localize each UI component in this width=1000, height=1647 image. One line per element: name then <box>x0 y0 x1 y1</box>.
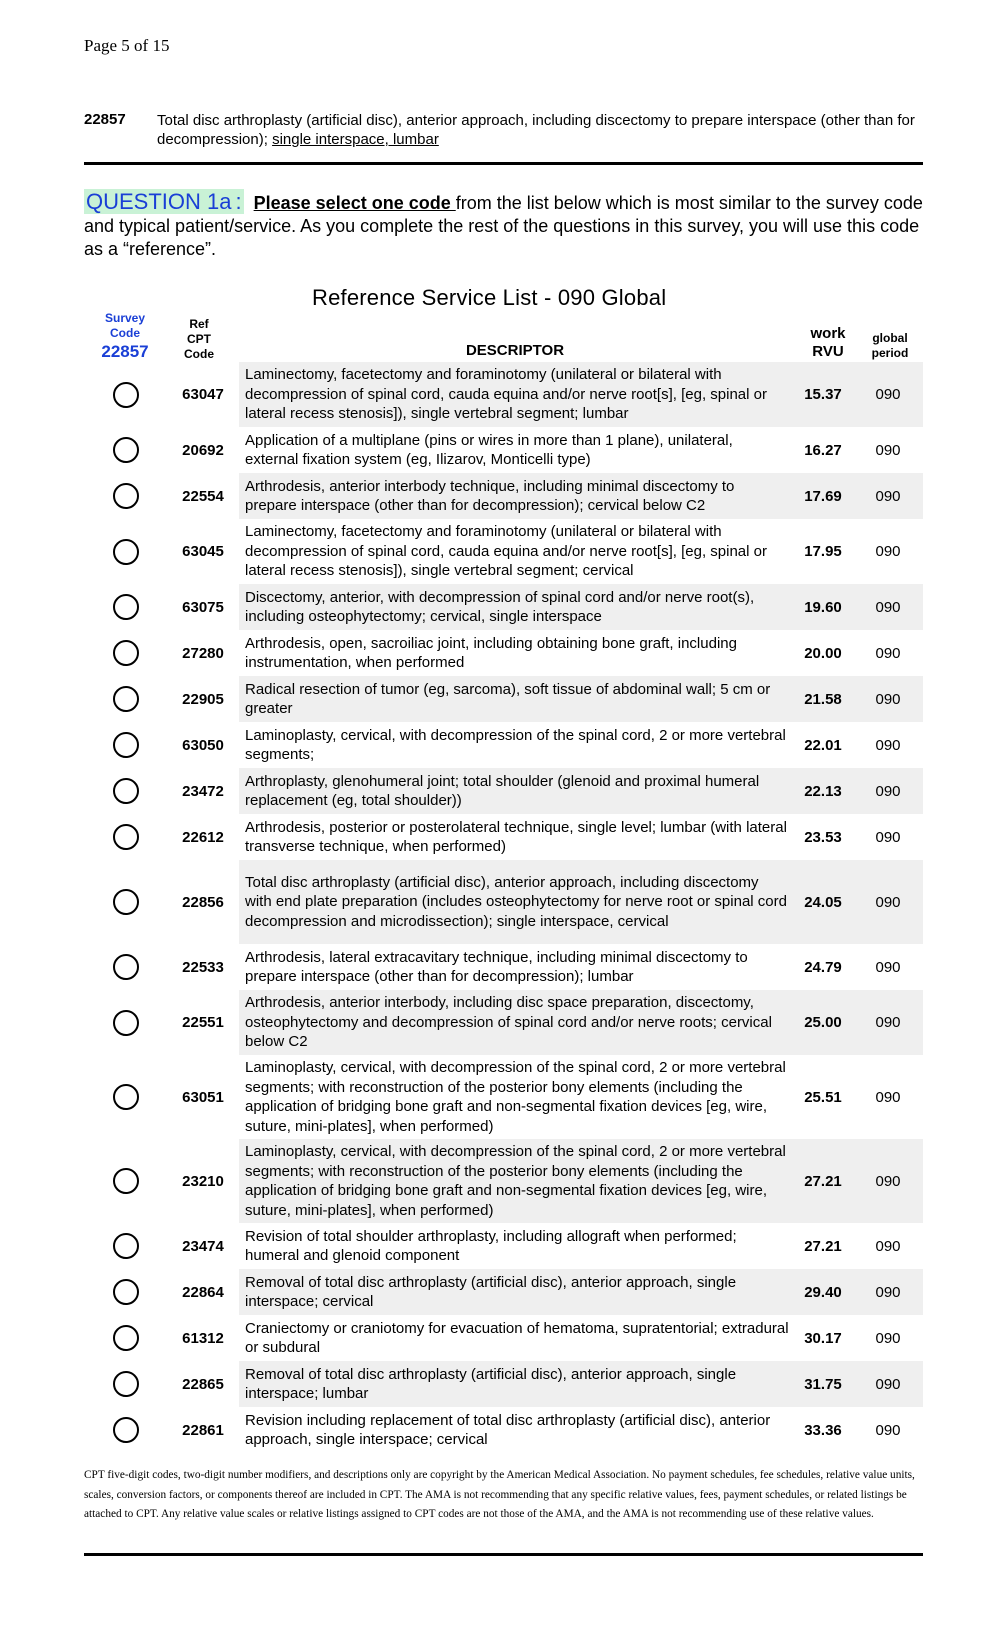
question-1a <box>84 190 934 261</box>
row-descriptor: Arthroplasty, glenohumeral joint; total shoulder (glenoid and proximal humeral replacement (eg, total shoulder)) <box>245 772 760 809</box>
global-period-value: 090 <box>875 1329 901 1347</box>
row-radio-cell <box>84 1233 167 1259</box>
work-rvu-value: 15.37 <box>804 386 842 403</box>
global-period-value: 090 <box>875 1421 901 1439</box>
table-row <box>84 860 923 944</box>
ref-cpt-code: 22856 <box>182 893 224 911</box>
header-ref-cpt-code <box>168 317 230 362</box>
header-work-line2: RVU <box>812 343 844 360</box>
work-rvu-value: 17.95 <box>804 543 842 560</box>
row-radio-cell <box>84 686 167 712</box>
header-survey-code <box>92 311 158 362</box>
row-radio-cell <box>84 640 167 666</box>
table-row <box>84 1139 923 1223</box>
ref-cpt-code: 22865 <box>182 1375 224 1393</box>
table-row <box>84 584 923 630</box>
work-rvu-value: 24.79 <box>804 958 842 976</box>
header-survey-line1: Survey <box>104 311 146 325</box>
global-period-value: 090 <box>875 598 901 616</box>
table-row <box>84 519 923 584</box>
table-row <box>84 944 923 990</box>
work-rvu-value: 25.51 <box>804 1088 842 1106</box>
survey-description-text: Total disc arthroplasty (artificial disc), anterior approach, including discectomy to prepare interspace (other than for decompression); <box>157 112 915 148</box>
global-period-value: 090 <box>875 828 901 846</box>
global-period-value: 090 <box>875 543 901 560</box>
row-radio-cell <box>84 594 167 620</box>
row-radio-cell <box>84 1010 167 1036</box>
select-code-radio[interactable] <box>113 1084 139 1110</box>
header-survey-code-value: 22857 <box>101 342 149 361</box>
select-code-radio[interactable] <box>113 1233 139 1259</box>
select-code-radio[interactable] <box>113 686 139 712</box>
ref-cpt-code: 63047 <box>182 386 224 403</box>
ref-cpt-code: 63051 <box>182 1088 224 1106</box>
table-row <box>84 362 923 427</box>
global-period-value: 090 <box>875 1088 901 1106</box>
row-descriptor: Laminectomy, facetectomy and foraminotomy (unilateral or bilateral with decompression of spinal cord, cauda equina and/or nerve root[s], [eg, spinal or lateral recess stenosis]), single vertebral segment; cervical <box>245 523 767 580</box>
select-code-radio[interactable] <box>113 1417 139 1443</box>
select-code-radio[interactable] <box>113 1010 139 1036</box>
select-code-radio[interactable] <box>113 539 139 565</box>
header-survey-line2: Code <box>110 326 140 340</box>
row-descriptor: Revision including replacement of total disc arthroplasty (artificial disc), anterior approach, single interspace; cervical <box>245 1411 771 1448</box>
global-period-value: 090 <box>875 1283 901 1301</box>
row-descriptor: Laminectomy, facetectomy and foraminotomy (unilateral or bilateral with decompression of spinal cord, cauda equina and/or nerve root[s], [eg, spinal or lateral recess stenosis]), single vertebral segment; lumbar <box>245 366 767 423</box>
ref-cpt-code: 27280 <box>182 644 224 662</box>
ref-cpt-code: 20692 <box>182 441 224 459</box>
ref-cpt-code: 23210 <box>182 1172 224 1190</box>
global-period-value: 090 <box>875 893 901 911</box>
select-code-radio[interactable] <box>113 824 139 850</box>
header-work-rvu <box>798 325 858 361</box>
row-radio-cell <box>84 824 167 850</box>
row-radio-cell <box>84 778 167 804</box>
ref-cpt-code: 22551 <box>182 1014 224 1031</box>
select-code-radio[interactable] <box>113 640 139 666</box>
work-rvu-value: 24.05 <box>804 893 842 911</box>
header-ref-line2: CPT <box>187 332 211 346</box>
header-global-line2: period <box>871 346 909 360</box>
row-descriptor: Laminoplasty, cervical, with decompression of the spinal cord, 2 or more vertebral segments; with reconstruction of the posterior bony elements (including the application of bridging bone graft and non-segmental fixation devices [eg, wire, suture, mini-plates], when performed) <box>245 1059 786 1135</box>
copyright-footnote: CPT five-digit codes, two-digit number modifiers, and descriptions only are copyright by the American Medical Association. No payment schedules, fee schedules, relative value units, scales, conversion factors, or components thereof are included in CPT. The AMA is not recommending that any specific relative values, fees, payment schedules, or related listings be attached to CPT. Any relative value scales or relative listings assigned to CPT codes are not those of the AMA, and the AMA is not recommending use of these relative values. <box>84 1469 915 1520</box>
select-code-radio[interactable] <box>113 1371 139 1397</box>
ref-cpt-code: 63045 <box>182 543 224 560</box>
table-row <box>84 630 923 676</box>
header-ref-line1: Ref <box>189 317 209 331</box>
work-rvu-value: 17.69 <box>804 487 842 505</box>
row-descriptor: Craniectomy or craniotomy for evacuation of hematoma, supratentorial; extradural or subdural <box>245 1319 789 1356</box>
survey-code-description <box>157 111 917 149</box>
page-number: Page 5 of 15 <box>84 36 170 55</box>
global-period-value: 090 <box>875 782 901 800</box>
table-row <box>84 427 923 473</box>
work-rvu-value: 31.75 <box>804 1375 842 1393</box>
table-row <box>84 1055 923 1139</box>
question-label: QUESTION 1a <box>86 189 232 214</box>
global-period-value: 090 <box>875 1014 901 1031</box>
table-row <box>84 1407 923 1453</box>
row-radio-cell <box>84 732 167 758</box>
select-code-radio[interactable] <box>113 1325 139 1351</box>
select-code-radio[interactable] <box>113 889 139 915</box>
header-global-period <box>860 331 920 361</box>
row-descriptor: Revision of total shoulder arthroplasty, including allograft when performed; humeral and glenoid component <box>245 1227 737 1264</box>
row-radio-cell <box>84 483 167 509</box>
select-code-radio[interactable] <box>113 954 139 980</box>
row-radio-cell <box>84 1325 167 1351</box>
ref-cpt-code: 63075 <box>182 598 224 616</box>
ref-cpt-code: 61312 <box>182 1329 224 1347</box>
work-rvu-value: 29.40 <box>804 1283 842 1301</box>
table-row <box>84 1269 923 1315</box>
table-row <box>84 1315 923 1361</box>
ref-cpt-code: 22554 <box>182 487 224 505</box>
row-descriptor: Arthrodesis, open, sacroiliac joint, including obtaining bone graft, including instrumentation, when performed <box>245 634 737 671</box>
row-radio-cell <box>84 1084 167 1110</box>
row-radio-cell <box>84 539 167 565</box>
global-period-value: 090 <box>875 1237 901 1255</box>
row-descriptor: Removal of total disc arthroplasty (artificial disc), anterior approach, single interspace; cervical <box>245 1273 737 1310</box>
reference-service-table <box>84 362 923 1453</box>
row-descriptor: Arthrodesis, posterior or posterolateral technique, single level; lumbar (with lateral transverse technique, when performed) <box>245 818 787 855</box>
select-code-radio[interactable] <box>113 778 139 804</box>
top-divider <box>84 162 923 165</box>
row-radio-cell <box>84 954 167 980</box>
row-descriptor: Discectomy, anterior, with decompression of spinal cord and/or nerve root(s), including osteophytectomy; cervical, single interspace <box>245 588 755 625</box>
ref-cpt-code: 63050 <box>182 736 224 754</box>
ref-cpt-code: 22612 <box>182 828 224 846</box>
work-rvu-value: 16.27 <box>804 441 842 459</box>
work-rvu-value: 23.53 <box>804 828 842 846</box>
work-rvu-value: 22.13 <box>804 782 842 800</box>
global-period-value: 090 <box>875 441 901 459</box>
work-rvu-value: 25.00 <box>804 1014 842 1031</box>
work-rvu-value: 27.21 <box>804 1237 842 1255</box>
header-descriptor: DESCRIPTOR <box>465 342 565 359</box>
select-code-radio[interactable] <box>113 1279 139 1305</box>
bottom-divider <box>84 1553 923 1556</box>
work-rvu-value: 30.17 <box>804 1329 842 1347</box>
table-row <box>84 990 923 1055</box>
global-period-value: 090 <box>875 736 901 754</box>
table-row <box>84 814 923 860</box>
table-row <box>84 722 923 768</box>
survey-code-header: 22857 <box>84 111 126 128</box>
global-period-value: 090 <box>875 644 901 662</box>
work-rvu-value: 27.21 <box>804 1172 842 1190</box>
row-descriptor: Laminoplasty, cervical, with decompression of the spinal cord, 2 or more vertebral segments; with reconstruction of the posterior bony elements (including the application of bridging bone graft and non-segmental fixation devices [eg, wire, suture, mini-plates], when performed) <box>245 1143 786 1219</box>
ref-cpt-code: 22905 <box>182 690 224 708</box>
work-rvu-value: 22.01 <box>804 736 842 754</box>
select-code-radio[interactable] <box>113 732 139 758</box>
ref-cpt-code: 22864 <box>182 1283 224 1301</box>
row-descriptor: Total disc arthroplasty (artificial disc), anterior approach, including discectomy with end plate preparation (includes osteophytectomy for nerve root or spinal cord decompression and microdissection); single interspace, cervical <box>245 873 787 930</box>
select-code-radio[interactable] <box>113 382 139 408</box>
table-row <box>84 768 923 814</box>
work-rvu-value: 21.58 <box>804 690 842 708</box>
row-descriptor: Arthrodesis, anterior interbody, including disc space preparation, discectomy, osteophytectomy and decompression of spinal cord and/or nerve roots; cervical below C2 <box>245 994 772 1051</box>
select-code-radio[interactable] <box>113 483 139 509</box>
reference-list-title: Reference Service List - 090 Global <box>312 285 667 310</box>
work-rvu-value: 19.60 <box>804 598 842 616</box>
select-code-radio[interactable] <box>113 594 139 620</box>
global-period-value: 090 <box>875 487 901 505</box>
row-descriptor: Laminoplasty, cervical, with decompression of the spinal cord, 2 or more vertebral segments; <box>245 726 786 763</box>
table-row <box>84 676 923 722</box>
row-radio-cell <box>84 1371 167 1397</box>
question-colon: : <box>235 189 242 214</box>
header-ref-line3: Code <box>184 347 214 361</box>
row-radio-cell <box>84 382 167 408</box>
table-row <box>84 1361 923 1407</box>
row-radio-cell <box>84 1168 167 1194</box>
row-radio-cell <box>84 437 167 463</box>
global-period-value: 090 <box>875 958 901 976</box>
select-code-radio[interactable] <box>113 437 139 463</box>
question-rest-text: from the list below which is most similar to the survey code and typical patient/service. As you complete the rest of the questions in this survey, you will use this code as a “reference”. <box>84 193 923 259</box>
header-global-line1: global <box>872 331 908 345</box>
row-descriptor: Arthrodesis, lateral extracavitary technique, including minimal discectomy to prepare interspace (other than for decompression); lumbar <box>245 948 748 985</box>
ref-cpt-code: 22533 <box>182 958 224 976</box>
global-period-value: 090 <box>875 690 901 708</box>
ref-cpt-code: 22861 <box>182 1421 224 1439</box>
row-descriptor: Application of a multiplane (pins or wires in more than 1 plane), unilateral, external fixation system (eg, Ilizarov, Monticelli type) <box>245 431 733 468</box>
global-period-value: 090 <box>875 1375 901 1393</box>
row-descriptor: Arthrodesis, anterior interbody technique, including minimal discectomy to prepare interspace (other than for decompression); cervical below C2 <box>245 477 735 514</box>
global-period-value: 090 <box>875 1172 901 1190</box>
ref-cpt-code: 23474 <box>182 1237 224 1255</box>
header-work-line1: work <box>810 325 846 342</box>
row-descriptor: Radical resection of tumor (eg, sarcoma), soft tissue of abdominal wall; 5 cm or greater <box>245 680 771 717</box>
table-row <box>84 1223 923 1269</box>
work-rvu-value: 20.00 <box>804 644 842 662</box>
question-select-text: Please select one code <box>253 193 456 213</box>
row-radio-cell <box>84 1417 167 1443</box>
table-row <box>84 473 923 519</box>
row-radio-cell <box>84 1279 167 1305</box>
select-code-radio[interactable] <box>113 1168 139 1194</box>
global-period-value: 090 <box>875 386 901 403</box>
ref-cpt-code: 23472 <box>182 782 224 800</box>
row-radio-cell <box>84 889 167 915</box>
work-rvu-value: 33.36 <box>804 1421 842 1439</box>
row-descriptor: Removal of total disc arthroplasty (artificial disc), anterior approach, single interspace; lumbar <box>245 1365 737 1402</box>
survey-description-underlined: single interspace, lumbar <box>272 131 439 148</box>
